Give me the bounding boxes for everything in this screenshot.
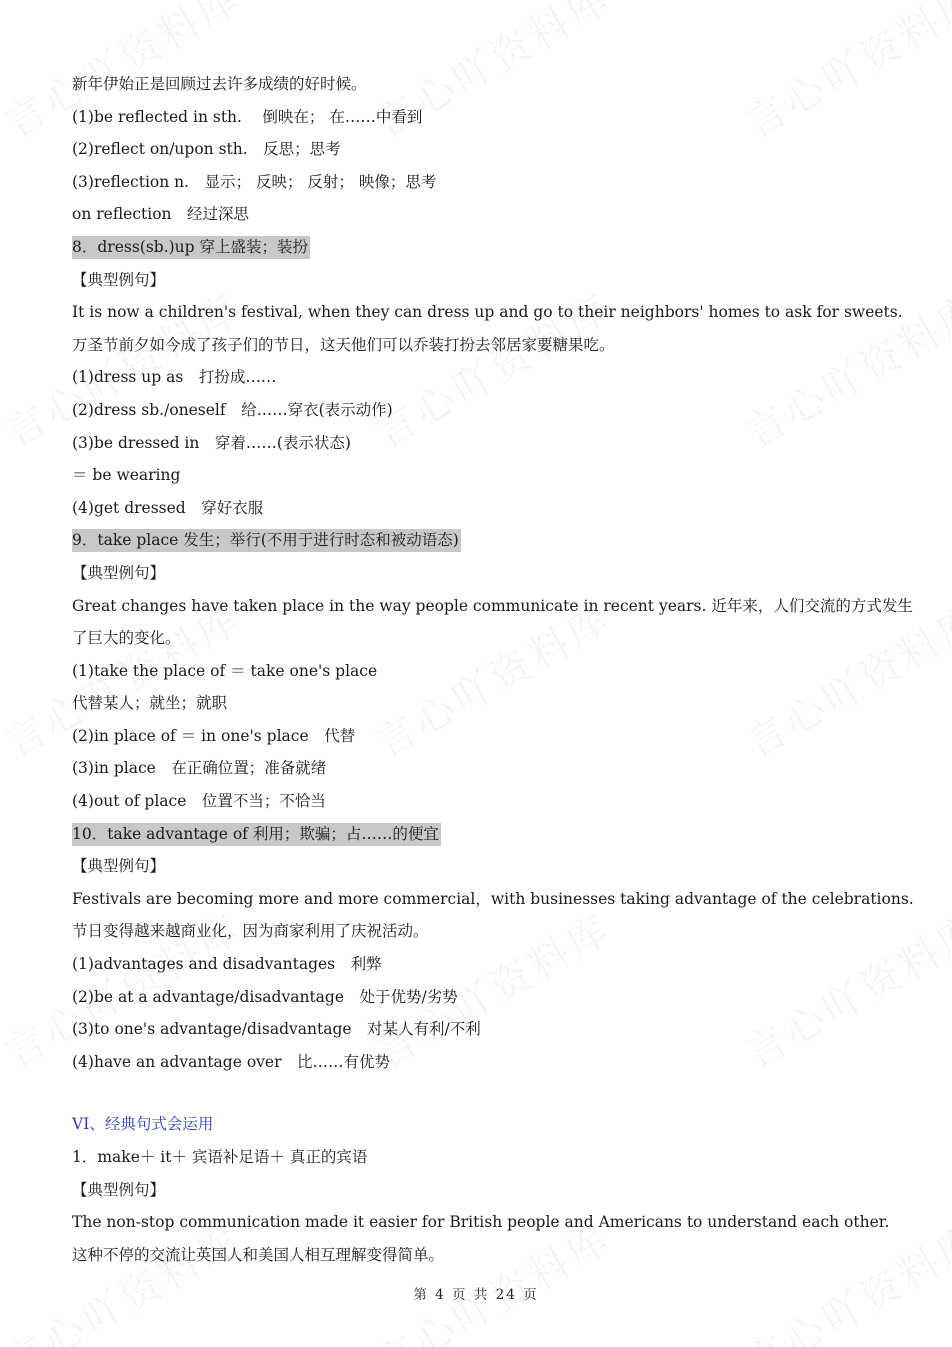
text-line (72, 1141, 892, 1174)
text-line (72, 981, 892, 1014)
line-text: ＝ be wearing (72, 466, 181, 485)
text-line (72, 492, 892, 525)
line-text: (3)be dressed in 穿着……(表示状态) (72, 433, 351, 452)
text-line (72, 1239, 892, 1272)
line-text: (3)to one's advantage/disadvantage 对某人有利/不利 (72, 1020, 481, 1039)
line-text: VI、经典句式会运用 (72, 1115, 214, 1134)
line-text: Great changes have taken place in the way people communicate in recent years. 近年来，人们交流的方式发生 (72, 596, 913, 615)
text-line (72, 720, 892, 753)
line-text: 【典型例句】 (72, 1180, 166, 1199)
text-line (72, 427, 892, 460)
highlighted-heading (72, 524, 892, 557)
line-text: 代替某人；就坐；就职 (72, 694, 228, 713)
line-text: 9．take place 发生；举行(不用于进行时态和被动语态) (72, 529, 461, 552)
text-line (72, 785, 892, 818)
text-line (72, 1174, 892, 1207)
text-line (72, 915, 892, 948)
page-footer: 第 4 页 共 24 页 (413, 1287, 539, 1303)
line-text: 了巨大的变化。 (72, 629, 181, 648)
line-text: on reflection 经过深思 (72, 205, 250, 224)
line-text: Festivals are becoming more and more commercial，with businesses taking advantage of the celebrations. (72, 889, 914, 908)
text-line (72, 687, 892, 720)
line-text: (4)have an advantage over 比……有优势 (72, 1052, 390, 1071)
line-text: It is now a children's festival, when they can dress up and go to their neighbors' homes to ask for sweets. (72, 303, 903, 322)
text-line (72, 198, 892, 231)
line-text: (2)in place of ＝ in one's place 代替 (72, 726, 356, 745)
highlighted-heading (72, 231, 892, 264)
line-text: 8．dress(sb.)up 穿上盛装；装扮 (72, 236, 310, 259)
line-text: (1)take the place of ＝ take one's place (72, 661, 378, 680)
line-text: 【典型例句】 (72, 857, 166, 876)
line-text: 【典型例句】 (72, 270, 166, 289)
line-text: (4)out of place 位置不当；不恰当 (72, 792, 326, 811)
text-line (72, 394, 892, 427)
line-text: (1)dress up as 打扮成…… (72, 368, 277, 387)
line-text: (2)reflect on/upon sth. 反思；思考 (72, 140, 341, 159)
text-line (72, 557, 892, 590)
text-line (72, 296, 903, 329)
line-text: (1)advantages and disadvantages 利弊 (72, 955, 382, 974)
text-line (72, 166, 892, 199)
text-line (72, 1046, 892, 1079)
document-body (72, 68, 914, 1271)
line-text: 这种不停的交流让英国人和美国人相互理解变得简单。 (72, 1245, 445, 1264)
text-line (72, 361, 892, 394)
line-text: The non-stop communication made it easier for British people and Americans to understand each other. (72, 1213, 890, 1232)
text-line (72, 622, 892, 655)
paragraph-gap (72, 1078, 892, 1108)
line-text: (2)be at a advantage/disadvantage 处于优势/劣势 (72, 987, 458, 1006)
text-line (72, 101, 892, 134)
line-text: 【典型例句】 (72, 563, 166, 582)
line-text: 万圣节前夕如今成了孩子们的节日，这天他们可以乔装打扮去邻居家要糖果吃。 (72, 335, 615, 354)
line-text: (1)be reflected in sth. 倒映在； 在……中看到 (72, 107, 423, 126)
line-text: (3)reflection n. 显示； 反映； 反射； 映像；思考 (72, 172, 437, 191)
text-line (72, 459, 892, 492)
text-line (72, 68, 892, 101)
line-text: 新年伊始正是回顾过去许多成绩的好时候。 (72, 75, 367, 93)
line-text: 1．make＋ it＋ 宾语补足语＋ 真正的宾语 (72, 1148, 368, 1166)
text-line (72, 850, 892, 883)
line-text: (2)dress sb./oneself 给……穿衣(表示动作) (72, 400, 393, 419)
line-text: (4)get dressed 穿好衣服 (72, 498, 264, 517)
text-line (72, 752, 892, 785)
highlighted-heading (72, 818, 892, 851)
text-line (72, 264, 892, 297)
section-heading (72, 1108, 892, 1141)
line-text: 节日变得越来越商业化，因为商家利用了庆祝活动。 (72, 922, 429, 941)
text-line (72, 655, 892, 688)
text-line (72, 1013, 892, 1046)
line-text: (3)in place 在正确位置；准备就绪 (72, 759, 327, 778)
text-line (72, 883, 914, 916)
text-line (72, 590, 913, 623)
text-line (72, 1206, 892, 1239)
line-text: 10．take advantage of 利用；欺骗；占……的便宜 (72, 823, 441, 846)
text-line (72, 133, 892, 166)
text-line (72, 329, 892, 362)
text-line (72, 948, 892, 981)
